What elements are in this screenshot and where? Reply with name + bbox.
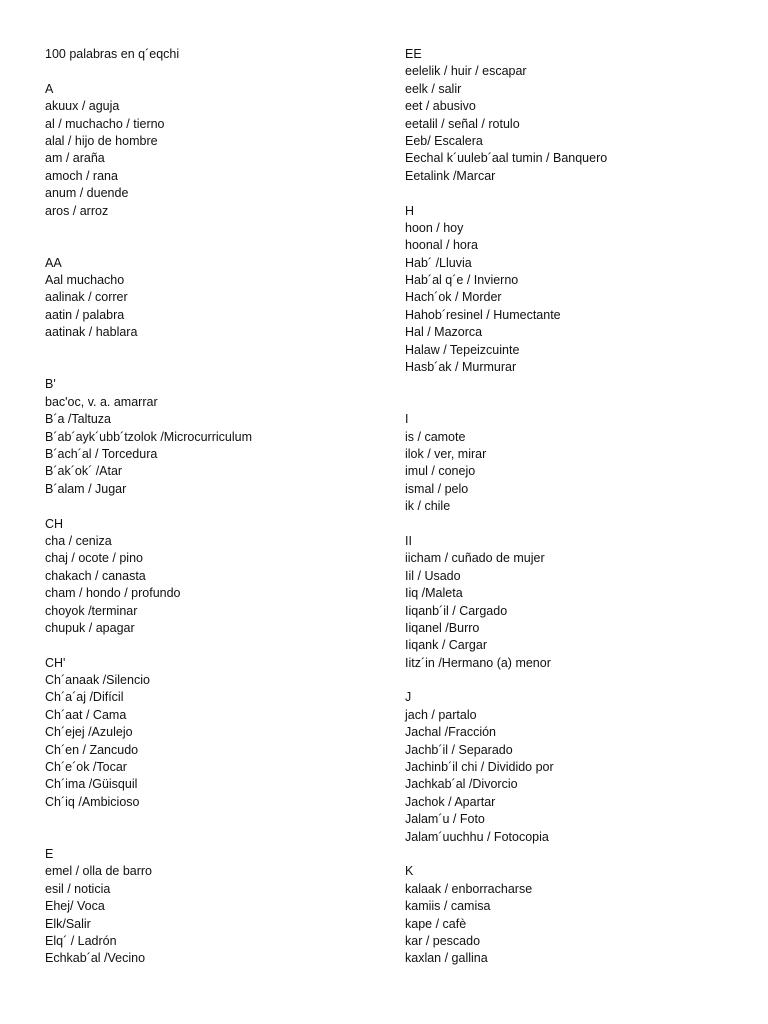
word-entry: Ch´iq /Ambicioso [45, 794, 140, 809]
right-column [405, 46, 745, 968]
word-entry: Ch´ejej /Azulejo [45, 725, 133, 740]
word-entry: Iil / Usado [405, 568, 461, 583]
section-a [45, 81, 365, 220]
word-entry: Ch´ima /Güisquil [45, 777, 138, 792]
spacer [405, 376, 745, 411]
section-heading: EE [405, 47, 422, 61]
section-ee [405, 46, 745, 185]
word-entry: chupuk / apagar [45, 620, 135, 635]
spacer [45, 220, 365, 255]
word-entry: chaj / ocote / pino [45, 551, 143, 566]
word-entry: choyok /terminar [45, 603, 138, 618]
section-heading: J [405, 690, 412, 705]
word-entry: Hahob´resinel / Humectante [405, 307, 561, 322]
word-entry: aatin / palabra [45, 307, 125, 322]
word-entry: Jalam´u / Foto [405, 812, 485, 827]
word-entry: Iitz´in /Hermano (a) menor [405, 655, 551, 670]
word-entry: eelelik / huir / escapar [405, 64, 527, 79]
word-entry: esil / noticia [45, 881, 111, 896]
word-entry: Hasb´ak / Murmurar [405, 360, 517, 375]
word-entry: kape / cafè [405, 916, 467, 931]
word-entry: Iiqank / Cargar [405, 638, 487, 653]
word-entry: B´alam / Jugar [45, 481, 127, 496]
word-entry: Iiqanel /Burro [405, 620, 480, 635]
word-entry: Jachal /Fracción [405, 725, 497, 740]
word-entry: Ch´a´aj /Difícil [45, 690, 124, 705]
left-column [45, 46, 365, 968]
spacer [45, 811, 365, 846]
word-entry: Hach´ok / Morder [405, 290, 502, 305]
section-ch-glottal [45, 655, 365, 812]
word-entry: Elk/Salir [45, 916, 91, 931]
section-e [45, 846, 365, 968]
spacer [405, 185, 745, 202]
word-entry: imul / conejo [405, 464, 476, 479]
word-entry: amoch / rana [45, 168, 118, 183]
word-entry: ilok / ver, mirar [405, 447, 487, 461]
word-entry: B´ach´al / Torcedura [45, 447, 158, 462]
word-entry: Echkab´al /Vecino [45, 951, 146, 966]
word-entry: am / araña [45, 151, 105, 166]
section-heading: K [405, 864, 414, 879]
word-entry: akuux / aguja [45, 99, 120, 114]
word-entry: Eeb/ Escalera [405, 133, 483, 148]
word-entry: aalinak / correr [45, 290, 128, 305]
word-entry: kalaak / enborracharse [405, 881, 533, 896]
word-entry: bac'oc, v. a. amarrar [45, 394, 158, 409]
spacer [405, 516, 745, 533]
word-entry: Ch´e´ok /Tocar [45, 760, 127, 775]
section-b [45, 376, 365, 498]
word-entry: alal / hijo de hombre [45, 133, 158, 148]
word-entry: aros / arroz [45, 203, 109, 218]
word-entry: jach / partalo [405, 707, 477, 722]
spacer [405, 846, 745, 863]
word-entry: Iiq /Maleta [405, 586, 463, 601]
section-heading: CH' [45, 655, 66, 670]
word-entry: Ch´anaak /Silencio [45, 673, 150, 688]
word-entry: Jachkab´al /Divorcio [405, 777, 518, 792]
word-entry: Eetalink /Marcar [405, 168, 496, 183]
section-j [405, 689, 745, 846]
spacer [45, 498, 365, 515]
word-entry: kar / pescado [405, 933, 481, 948]
section-heading: E [45, 847, 54, 862]
word-entry: eetalil / señal / rotulo [405, 116, 520, 131]
section-heading: I [405, 412, 409, 427]
section-heading: H [405, 203, 415, 218]
section-aa [45, 255, 365, 342]
word-entry: emel / olla de barro [45, 864, 153, 879]
word-entry: B´a /Taltuza [45, 412, 112, 427]
word-entry: Ehej/ Voca [45, 899, 105, 914]
word-entry: hoon / hoy [405, 220, 464, 235]
section-ch [45, 516, 365, 638]
section-heading: B' [45, 377, 56, 392]
word-entry: eelk / salir [405, 81, 462, 96]
word-entry: al / muchacho / tierno [45, 116, 165, 131]
word-entry: ismal / pelo [405, 481, 469, 496]
word-entry: eet / abusivo [405, 99, 476, 114]
section-heading: A [45, 81, 54, 96]
section-ii [405, 533, 745, 672]
word-entry: Aal muchacho [45, 273, 125, 288]
spacer [45, 637, 365, 654]
word-entry: Ch´aat / Cama [45, 707, 127, 722]
section-h [405, 203, 745, 377]
word-entry: anum / duende [45, 186, 129, 201]
word-entry: Iiqanb´il / Cargado [405, 603, 508, 618]
section-k [405, 863, 745, 967]
document-title: 100 palabras en q´eqchi [45, 47, 180, 61]
section-heading: II [405, 533, 412, 548]
word-entry: B´ab´ayk´ubb´tzolok /Microcurriculum [45, 429, 253, 444]
word-entry: Hab´ /Lluvia [405, 255, 472, 270]
word-entry: B´ak´ok´ /Atar [45, 464, 123, 479]
word-entry: ik / chile [405, 499, 451, 514]
word-entry: Hab´al q´e / Invierno [405, 273, 519, 288]
word-entry: Jachinb´il chi / Dividido por [405, 760, 554, 775]
section-i [405, 411, 745, 515]
section-heading: AA [45, 255, 62, 270]
word-entry: Jalam´uuchhu / Fotocopia [405, 829, 549, 844]
word-entry: iicham / cuñado de mujer [405, 551, 545, 566]
word-entry: cham / hondo / profundo [45, 586, 181, 601]
section-heading: CH [45, 516, 64, 531]
spacer [405, 672, 745, 689]
word-entry: Halaw / Tepeizcuinte [405, 342, 520, 357]
word-entry: Jachb´il / Separado [405, 742, 513, 757]
word-entry: Elq´ / Ladrón [45, 933, 117, 948]
word-entry: hoonal / hora [405, 238, 478, 253]
word-entry: Eechal k´uuleb´aal tumin / Banquero [405, 151, 608, 166]
word-entry: Ch´en / Zancudo [45, 742, 139, 757]
word-entry: chakach / canasta [45, 568, 146, 583]
word-entry: Jachok / Apartar [405, 794, 496, 809]
word-entry: kaxlan / gallina [405, 951, 488, 966]
spacer [45, 63, 365, 80]
spacer [45, 342, 365, 377]
word-entry: cha / ceniza [45, 533, 112, 548]
word-entry: aatinak / hablara [45, 325, 138, 340]
word-entry: kamiis / camisa [405, 899, 491, 914]
word-entry: Hal / Mazorca [405, 325, 483, 340]
word-entry: is / camote [405, 429, 466, 444]
